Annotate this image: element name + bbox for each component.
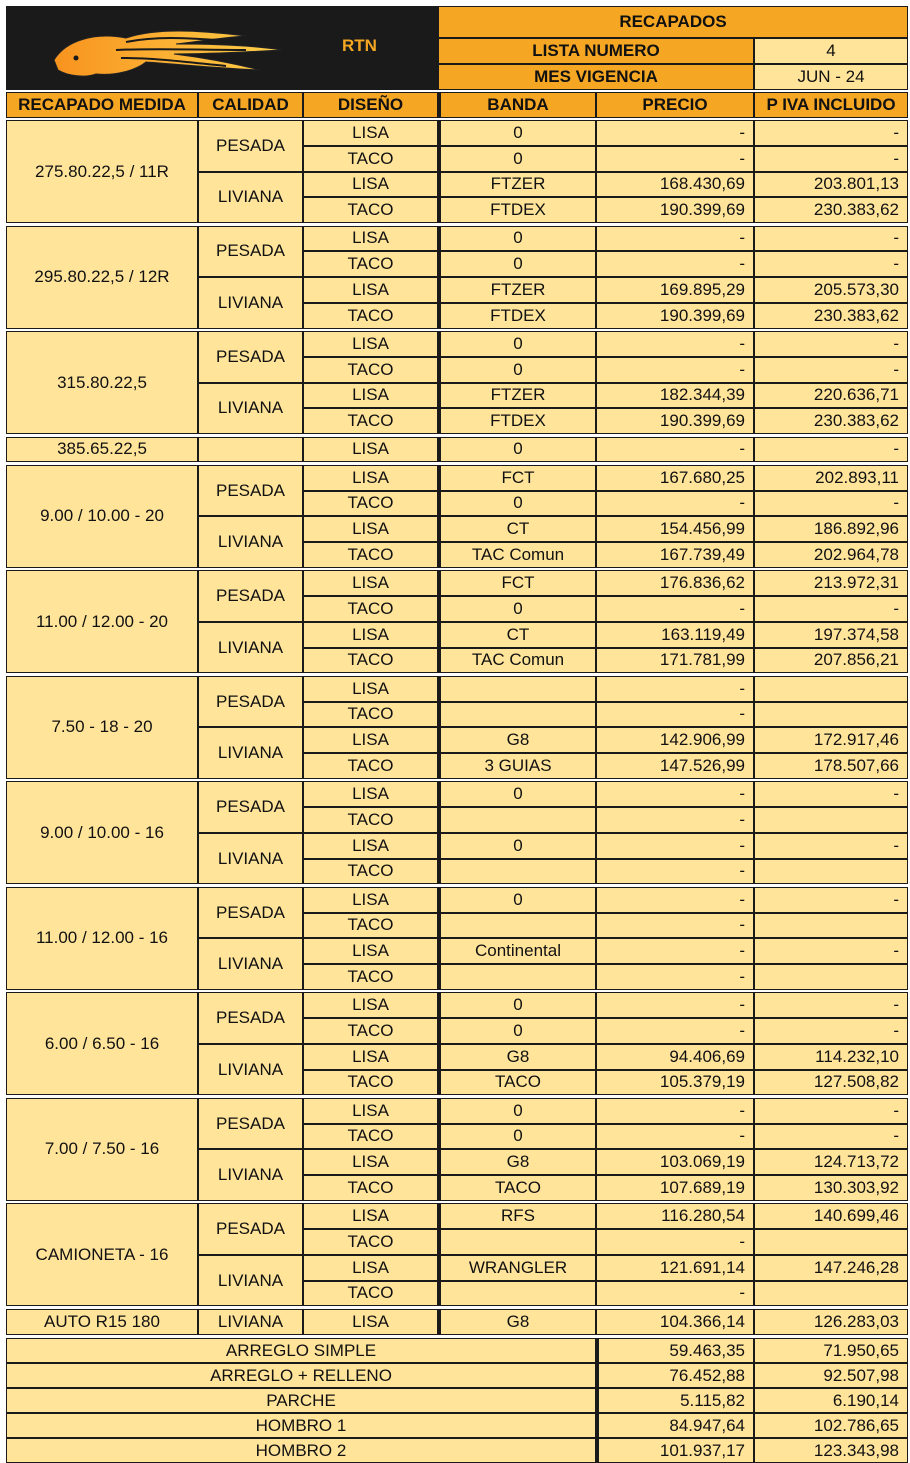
diseno-cell: LISA [303,727,438,753]
calidad-cell: PESADA [198,1203,303,1255]
banda-cell: 0 [438,226,596,252]
diseno-cell: TACO [303,408,438,434]
diseno-cell: LISA [303,676,438,702]
diseno-cell: TACO [303,303,438,329]
precio-cell: - [596,437,754,463]
iva-cell: - [754,226,908,252]
diseno-cell: TACO [303,1070,438,1096]
medida-cell: 11.00 / 12.00 - 20 [6,570,198,673]
precio-cell: - [596,1229,754,1255]
iva-cell: - [754,1018,908,1044]
banda-cell: 0 [438,120,596,146]
banda-cell: 0 [438,1098,596,1124]
diseno-cell: LISA [303,992,438,1018]
diseno-cell: LISA [303,383,438,409]
diseno-cell: TACO [303,1124,438,1150]
iva-cell: 230.383,62 [754,408,908,434]
calidad-cell: PESADA [198,465,303,517]
precio-cell: 94.406,69 [596,1044,754,1070]
diseno-cell: LISA [303,277,438,303]
iva-cell: 140.699,46 [754,1203,908,1229]
diseno-cell: TACO [303,542,438,568]
col-header-iva: P IVA INCLUIDO [754,92,908,118]
banda-cell: 0 [438,833,596,859]
calidad-cell: LIVIANA [198,727,303,779]
banda-cell: 0 [438,357,596,383]
precio-cell: 154.456,99 [596,516,754,542]
col-header-diseno: DISEÑO [303,92,438,118]
iva-cell: 114.232,10 [754,1044,908,1070]
iva-cell: - [754,251,908,277]
precio-cell: - [596,676,754,702]
iva-cell [754,702,908,728]
precio-cell: 107.689,19 [596,1175,754,1201]
precio-cell: - [596,596,754,622]
diseno-cell: LISA [303,938,438,964]
banda-cell [438,913,596,939]
diseno-cell: LISA [303,226,438,252]
iva-cell: - [754,938,908,964]
iva-cell: 230.383,62 [754,303,908,329]
iva-cell: - [754,887,908,913]
banda-cell [438,807,596,833]
iva-cell: - [754,146,908,172]
precio-cell: - [596,781,754,807]
banda-cell: 0 [438,1124,596,1150]
precio-cell: - [596,251,754,277]
diseno-cell: LISA [303,1255,438,1281]
diseno-cell: TACO [303,807,438,833]
calidad-cell: LIVIANA [198,516,303,568]
calidad-cell: PESADA [198,226,303,278]
calidad-cell: PESADA [198,992,303,1044]
banda-cell: Continental [438,938,596,964]
diseno-cell: TACO [303,1229,438,1255]
iva-cell: 205.573,30 [754,277,908,303]
iva-cell: - [754,1098,908,1124]
precio-cell: 190.399,69 [596,303,754,329]
diseno-cell: LISA [303,465,438,491]
diseno-cell: TACO [303,146,438,172]
iva-cell: - [754,491,908,517]
banda-cell: 0 [438,1018,596,1044]
precio-cell: 176.836,62 [596,570,754,596]
precio-cell: 105.379,19 [596,1070,754,1096]
diseno-cell: LISA [303,1044,438,1070]
medida-cell: 295.80.22,5 / 12R [6,226,198,329]
iva-cell: - [754,596,908,622]
diseno-cell: TACO [303,357,438,383]
precio-cell: - [596,1124,754,1150]
diseno-cell: LISA [303,1309,438,1335]
flaming-jaguar-logo [46,20,286,80]
diseno-cell: LISA [303,570,438,596]
medida-cell: 6.00 / 6.50 - 16 [6,992,198,1095]
lista-numero-label: LISTA NUMERO [438,38,754,64]
precio-cell: - [596,807,754,833]
iva-cell [754,964,908,990]
extra-precio: 59.463,35 [596,1338,754,1363]
iva-cell: - [754,331,908,357]
banda-cell: 3 GUIAS [438,753,596,779]
precio-cell: 167.680,25 [596,465,754,491]
calidad-cell: LIVIANA [198,622,303,674]
precio-cell: - [596,859,754,885]
banda-cell: TACO [438,1175,596,1201]
iva-cell: 213.972,31 [754,570,908,596]
calidad-cell: LIVIANA [198,277,303,329]
precio-cell: 190.399,69 [596,197,754,223]
banda-cell: 0 [438,146,596,172]
col-header-precio: PRECIO [596,92,754,118]
extra-label: HOMBRO 2 [6,1438,596,1463]
diseno-cell: TACO [303,491,438,517]
precio-cell: - [596,120,754,146]
calidad-cell: PESADA [198,1098,303,1150]
banda-cell: FTDEX [438,197,596,223]
diseno-cell: TACO [303,648,438,674]
iva-cell: - [754,781,908,807]
banda-cell: FTDEX [438,408,596,434]
extra-precio: 76.452,88 [596,1363,754,1388]
precio-cell: - [596,702,754,728]
iva-cell: 202.893,11 [754,465,908,491]
iva-cell: 172.917,46 [754,727,908,753]
mes-vigencia-label: MES VIGENCIA [438,64,754,90]
calidad-cell: PESADA [198,570,303,622]
price-list-sheet [6,6,908,1460]
iva-cell: 127.508,82 [754,1070,908,1096]
precio-cell: - [596,226,754,252]
banda-cell: RFS [438,1203,596,1229]
calidad-cell: LIVIANA [198,172,303,224]
calidad-cell: LIVIANA [198,1255,303,1307]
calidad-cell: LIVIANA [198,1309,303,1335]
precio-cell: - [596,1098,754,1124]
precio-cell: 121.691,14 [596,1255,754,1281]
precio-cell: - [596,1018,754,1044]
banda-cell: TAC Comun [438,542,596,568]
iva-cell: 186.892,96 [754,516,908,542]
banda-cell [438,1281,596,1307]
iva-cell [754,859,908,885]
medida-cell: 7.50 - 18 - 20 [6,676,198,779]
extra-label: HOMBRO 1 [6,1413,596,1438]
iva-cell: 230.383,62 [754,197,908,223]
precio-cell: 190.399,69 [596,408,754,434]
extra-iva: 123.343,98 [754,1438,908,1463]
extra-iva: 71.950,65 [754,1338,908,1363]
banda-cell: 0 [438,331,596,357]
diseno-cell: LISA [303,887,438,913]
iva-cell [754,913,908,939]
diseno-cell: TACO [303,702,438,728]
banda-cell: FTZER [438,383,596,409]
precio-cell: 167.739,49 [596,542,754,568]
banda-cell: TAC Comun [438,648,596,674]
diseno-cell: LISA [303,437,438,463]
diseno-cell: LISA [303,781,438,807]
lista-numero-value: 4 [754,38,908,64]
medida-cell: 315.80.22,5 [6,331,198,434]
diseno-cell: LISA [303,1203,438,1229]
medida-cell: 11.00 / 12.00 - 16 [6,887,198,990]
iva-cell: - [754,992,908,1018]
precio-cell: - [596,913,754,939]
iva-cell: - [754,120,908,146]
iva-cell: 178.507,66 [754,753,908,779]
extra-iva: 6.190,14 [754,1388,908,1413]
iva-cell [754,676,908,702]
banda-cell: FCT [438,570,596,596]
iva-cell: 207.856,21 [754,648,908,674]
iva-cell: 203.801,13 [754,172,908,198]
iva-cell: 197.374,58 [754,622,908,648]
precio-cell: 147.526,99 [596,753,754,779]
medida-cell: AUTO R15 180 [6,1309,198,1335]
precio-cell: 169.895,29 [596,277,754,303]
calidad-cell: PESADA [198,887,303,939]
banda-cell: FCT [438,465,596,491]
iva-cell: - [754,357,908,383]
extra-label: ARREGLO SIMPLE [6,1338,596,1363]
banda-cell: G8 [438,1149,596,1175]
calidad-cell [198,437,303,463]
iva-cell: - [754,1124,908,1150]
precio-cell: - [596,1281,754,1307]
medida-cell: CAMIONETA - 16 [6,1203,198,1306]
calidad-cell: LIVIANA [198,833,303,885]
extra-label: PARCHE [6,1388,596,1413]
banda-cell: WRANGLER [438,1255,596,1281]
iva-cell [754,807,908,833]
precio-cell: 168.430,69 [596,172,754,198]
diseno-cell: LISA [303,833,438,859]
col-header-banda: BANDA [438,92,596,118]
precio-cell: 182.344,39 [596,383,754,409]
extra-precio: 101.937,17 [596,1438,754,1463]
mes-vigencia-value: JUN - 24 [754,64,908,90]
precio-cell: 103.069,19 [596,1149,754,1175]
medida-cell: 7.00 / 7.50 - 16 [6,1098,198,1201]
extra-label: ARREGLO + RELLENO [6,1363,596,1388]
extra-iva: 102.786,65 [754,1413,908,1438]
calidad-cell: LIVIANA [198,1044,303,1096]
diseno-cell: TACO [303,753,438,779]
banda-cell [438,702,596,728]
diseno-cell: TACO [303,197,438,223]
diseno-cell: LISA [303,1098,438,1124]
banda-cell: FTZER [438,277,596,303]
diseno-cell: TACO [303,964,438,990]
banda-cell [438,859,596,885]
banda-cell: CT [438,622,596,648]
iva-cell: - [754,833,908,859]
extra-precio: 84.947,64 [596,1413,754,1438]
diseno-cell: LISA [303,120,438,146]
banda-cell: CT [438,516,596,542]
diseno-cell: LISA [303,622,438,648]
precio-cell: - [596,357,754,383]
precio-cell: - [596,833,754,859]
diseno-cell: TACO [303,859,438,885]
diseno-cell: LISA [303,172,438,198]
precio-cell: 163.119,49 [596,622,754,648]
iva-cell: 124.713,72 [754,1149,908,1175]
precio-cell: - [596,491,754,517]
precio-cell: 142.906,99 [596,727,754,753]
diseno-cell: TACO [303,913,438,939]
medida-cell: 9.00 / 10.00 - 16 [6,781,198,884]
banda-cell [438,964,596,990]
banda-cell: 0 [438,437,596,463]
precio-cell: - [596,992,754,1018]
banda-cell: G8 [438,1309,596,1335]
diseno-cell: TACO [303,596,438,622]
banda-cell: 0 [438,887,596,913]
diseno-cell: LISA [303,1149,438,1175]
diseno-cell: LISA [303,331,438,357]
banda-cell: FTZER [438,172,596,198]
precio-cell: - [596,964,754,990]
precio-cell: 171.781,99 [596,648,754,674]
medida-cell: 275.80.22,5 / 11R [6,120,198,223]
iva-cell: 126.283,03 [754,1309,908,1335]
calidad-cell: LIVIANA [198,383,303,435]
iva-cell [754,1229,908,1255]
calidad-cell: PESADA [198,120,303,172]
iva-cell: 220.636,71 [754,383,908,409]
medida-cell: 9.00 / 10.00 - 20 [6,465,198,568]
banda-cell: 0 [438,992,596,1018]
banda-cell: 0 [438,596,596,622]
precio-cell: 116.280,54 [596,1203,754,1229]
calidad-cell: LIVIANA [198,1149,303,1201]
calidad-cell: LIVIANA [198,938,303,990]
precio-cell: 104.366,14 [596,1309,754,1335]
precio-cell: - [596,887,754,913]
diseno-cell: TACO [303,1281,438,1307]
title-recapados: RECAPADOS [438,6,908,38]
banda-cell: G8 [438,1044,596,1070]
diseno-cell: LISA [303,516,438,542]
calidad-cell: PESADA [198,781,303,833]
iva-cell: 130.303,92 [754,1175,908,1201]
banda-cell: FTDEX [438,303,596,329]
precio-cell: - [596,146,754,172]
medida-cell: 385.65.22,5 [6,437,198,463]
header-logo-panel [6,6,438,90]
banda-cell: TACO [438,1070,596,1096]
diseno-cell: TACO [303,1018,438,1044]
iva-cell: - [754,437,908,463]
col-header-calidad: CALIDAD [198,92,303,118]
banda-cell: G8 [438,727,596,753]
diseno-cell: TACO [303,251,438,277]
calidad-cell: PESADA [198,331,303,383]
extra-precio: 5.115,82 [596,1388,754,1413]
precio-cell: - [596,331,754,357]
col-header-medida: RECAPADO MEDIDA [6,92,198,118]
banda-cell [438,676,596,702]
brand-label: RTN [342,36,377,55]
precio-cell: - [596,938,754,964]
calidad-cell: PESADA [198,676,303,728]
banda-cell [438,1229,596,1255]
banda-cell: 0 [438,251,596,277]
banda-cell: 0 [438,781,596,807]
banda-cell: 0 [438,491,596,517]
extra-iva: 92.507,98 [754,1363,908,1388]
diseno-cell: TACO [303,1175,438,1201]
iva-cell: 147.246,28 [754,1255,908,1281]
iva-cell: 202.964,78 [754,542,908,568]
iva-cell [754,1281,908,1307]
